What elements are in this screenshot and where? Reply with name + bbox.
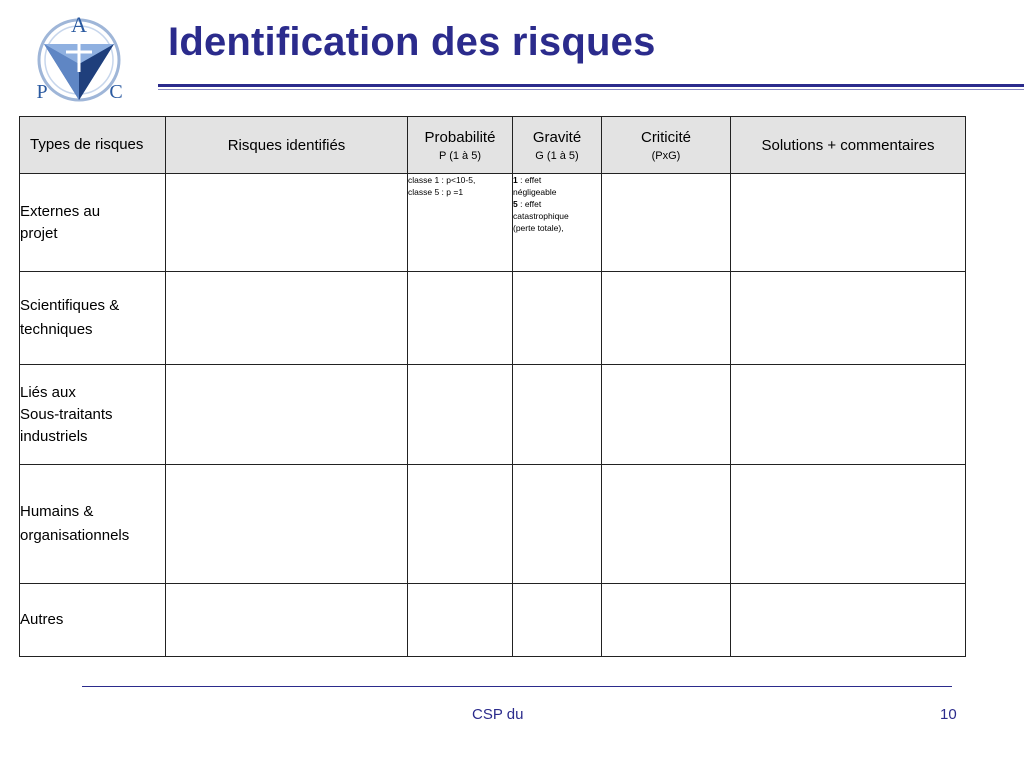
header-gravite bbox=[513, 117, 602, 174]
header-criticite-sub: (PxG) bbox=[651, 149, 681, 162]
header-probabilite-sub: P (1 à 5) bbox=[439, 149, 481, 162]
cell-criticite bbox=[602, 465, 731, 584]
row-label-externes: Externes au projet bbox=[20, 174, 166, 272]
header-criticite-label: Criticité bbox=[640, 128, 691, 146]
header-probabilite-label: Probabilité bbox=[424, 128, 496, 146]
cell-risques bbox=[166, 272, 408, 365]
svg-text:P: P bbox=[36, 81, 48, 103]
cell-solutions bbox=[731, 584, 966, 657]
header-solutions: Solutions + commentaires bbox=[731, 117, 966, 174]
cell-probabilite bbox=[408, 584, 513, 657]
title-divider-thin bbox=[158, 89, 1024, 90]
cell-gravite bbox=[513, 584, 602, 657]
cell-solutions bbox=[731, 174, 966, 272]
header-criticite bbox=[602, 117, 731, 174]
gravite-note: 1 : effet négligeable 5 : effet catastrophique (perte totale), bbox=[513, 174, 602, 272]
cell-solutions bbox=[731, 365, 966, 465]
svg-text:C: C bbox=[109, 81, 123, 103]
table-row bbox=[20, 584, 966, 657]
cell-criticite bbox=[602, 365, 731, 465]
cell-risques bbox=[166, 365, 408, 465]
table-header-row bbox=[20, 117, 966, 174]
header-risques: Risques identifiés bbox=[166, 117, 408, 174]
cell-risques bbox=[166, 584, 408, 657]
table-row bbox=[20, 174, 966, 272]
cell-probabilite bbox=[408, 365, 513, 465]
table-row bbox=[20, 365, 966, 465]
header-probabilite bbox=[408, 117, 513, 174]
cell-risques bbox=[166, 465, 408, 584]
cell-criticite bbox=[602, 584, 731, 657]
cell-gravite bbox=[513, 465, 602, 584]
risk-table bbox=[19, 116, 966, 657]
cell-solutions bbox=[731, 465, 966, 584]
page-title: Identification des risques bbox=[168, 20, 656, 64]
apc-logo bbox=[30, 12, 128, 108]
header-gravite-label: Gravité bbox=[532, 128, 582, 146]
table-row bbox=[20, 272, 966, 365]
table-row bbox=[20, 465, 966, 584]
cell-probabilite bbox=[408, 272, 513, 365]
cell-solutions bbox=[731, 272, 966, 365]
cell-probabilite bbox=[408, 465, 513, 584]
cell-gravite bbox=[513, 365, 602, 465]
footer-text: CSP du bbox=[472, 706, 524, 723]
cell-gravite bbox=[513, 272, 602, 365]
footer-divider bbox=[82, 686, 952, 687]
row-label-scientifiques: Scientifiques & techniques bbox=[20, 272, 166, 365]
title-divider bbox=[158, 84, 1024, 87]
cell-risques bbox=[166, 174, 408, 272]
header-gravite-sub: G (1 à 5) bbox=[535, 149, 579, 162]
svg-text:A: A bbox=[71, 12, 87, 37]
cell-criticite bbox=[602, 272, 731, 365]
row-label-sous-traitants: Liés aux Sous-traitants industriels bbox=[20, 365, 166, 465]
cell-criticite bbox=[602, 174, 731, 272]
page-number: 10 bbox=[940, 706, 957, 723]
row-label-humains: Humains & organisationnels bbox=[20, 465, 166, 584]
probabilite-note: classe 1 : p<10-5, classe 5 : p =1 bbox=[408, 174, 513, 272]
row-label-autres: Autres bbox=[20, 584, 166, 657]
header-types: Types de risques bbox=[20, 117, 166, 174]
